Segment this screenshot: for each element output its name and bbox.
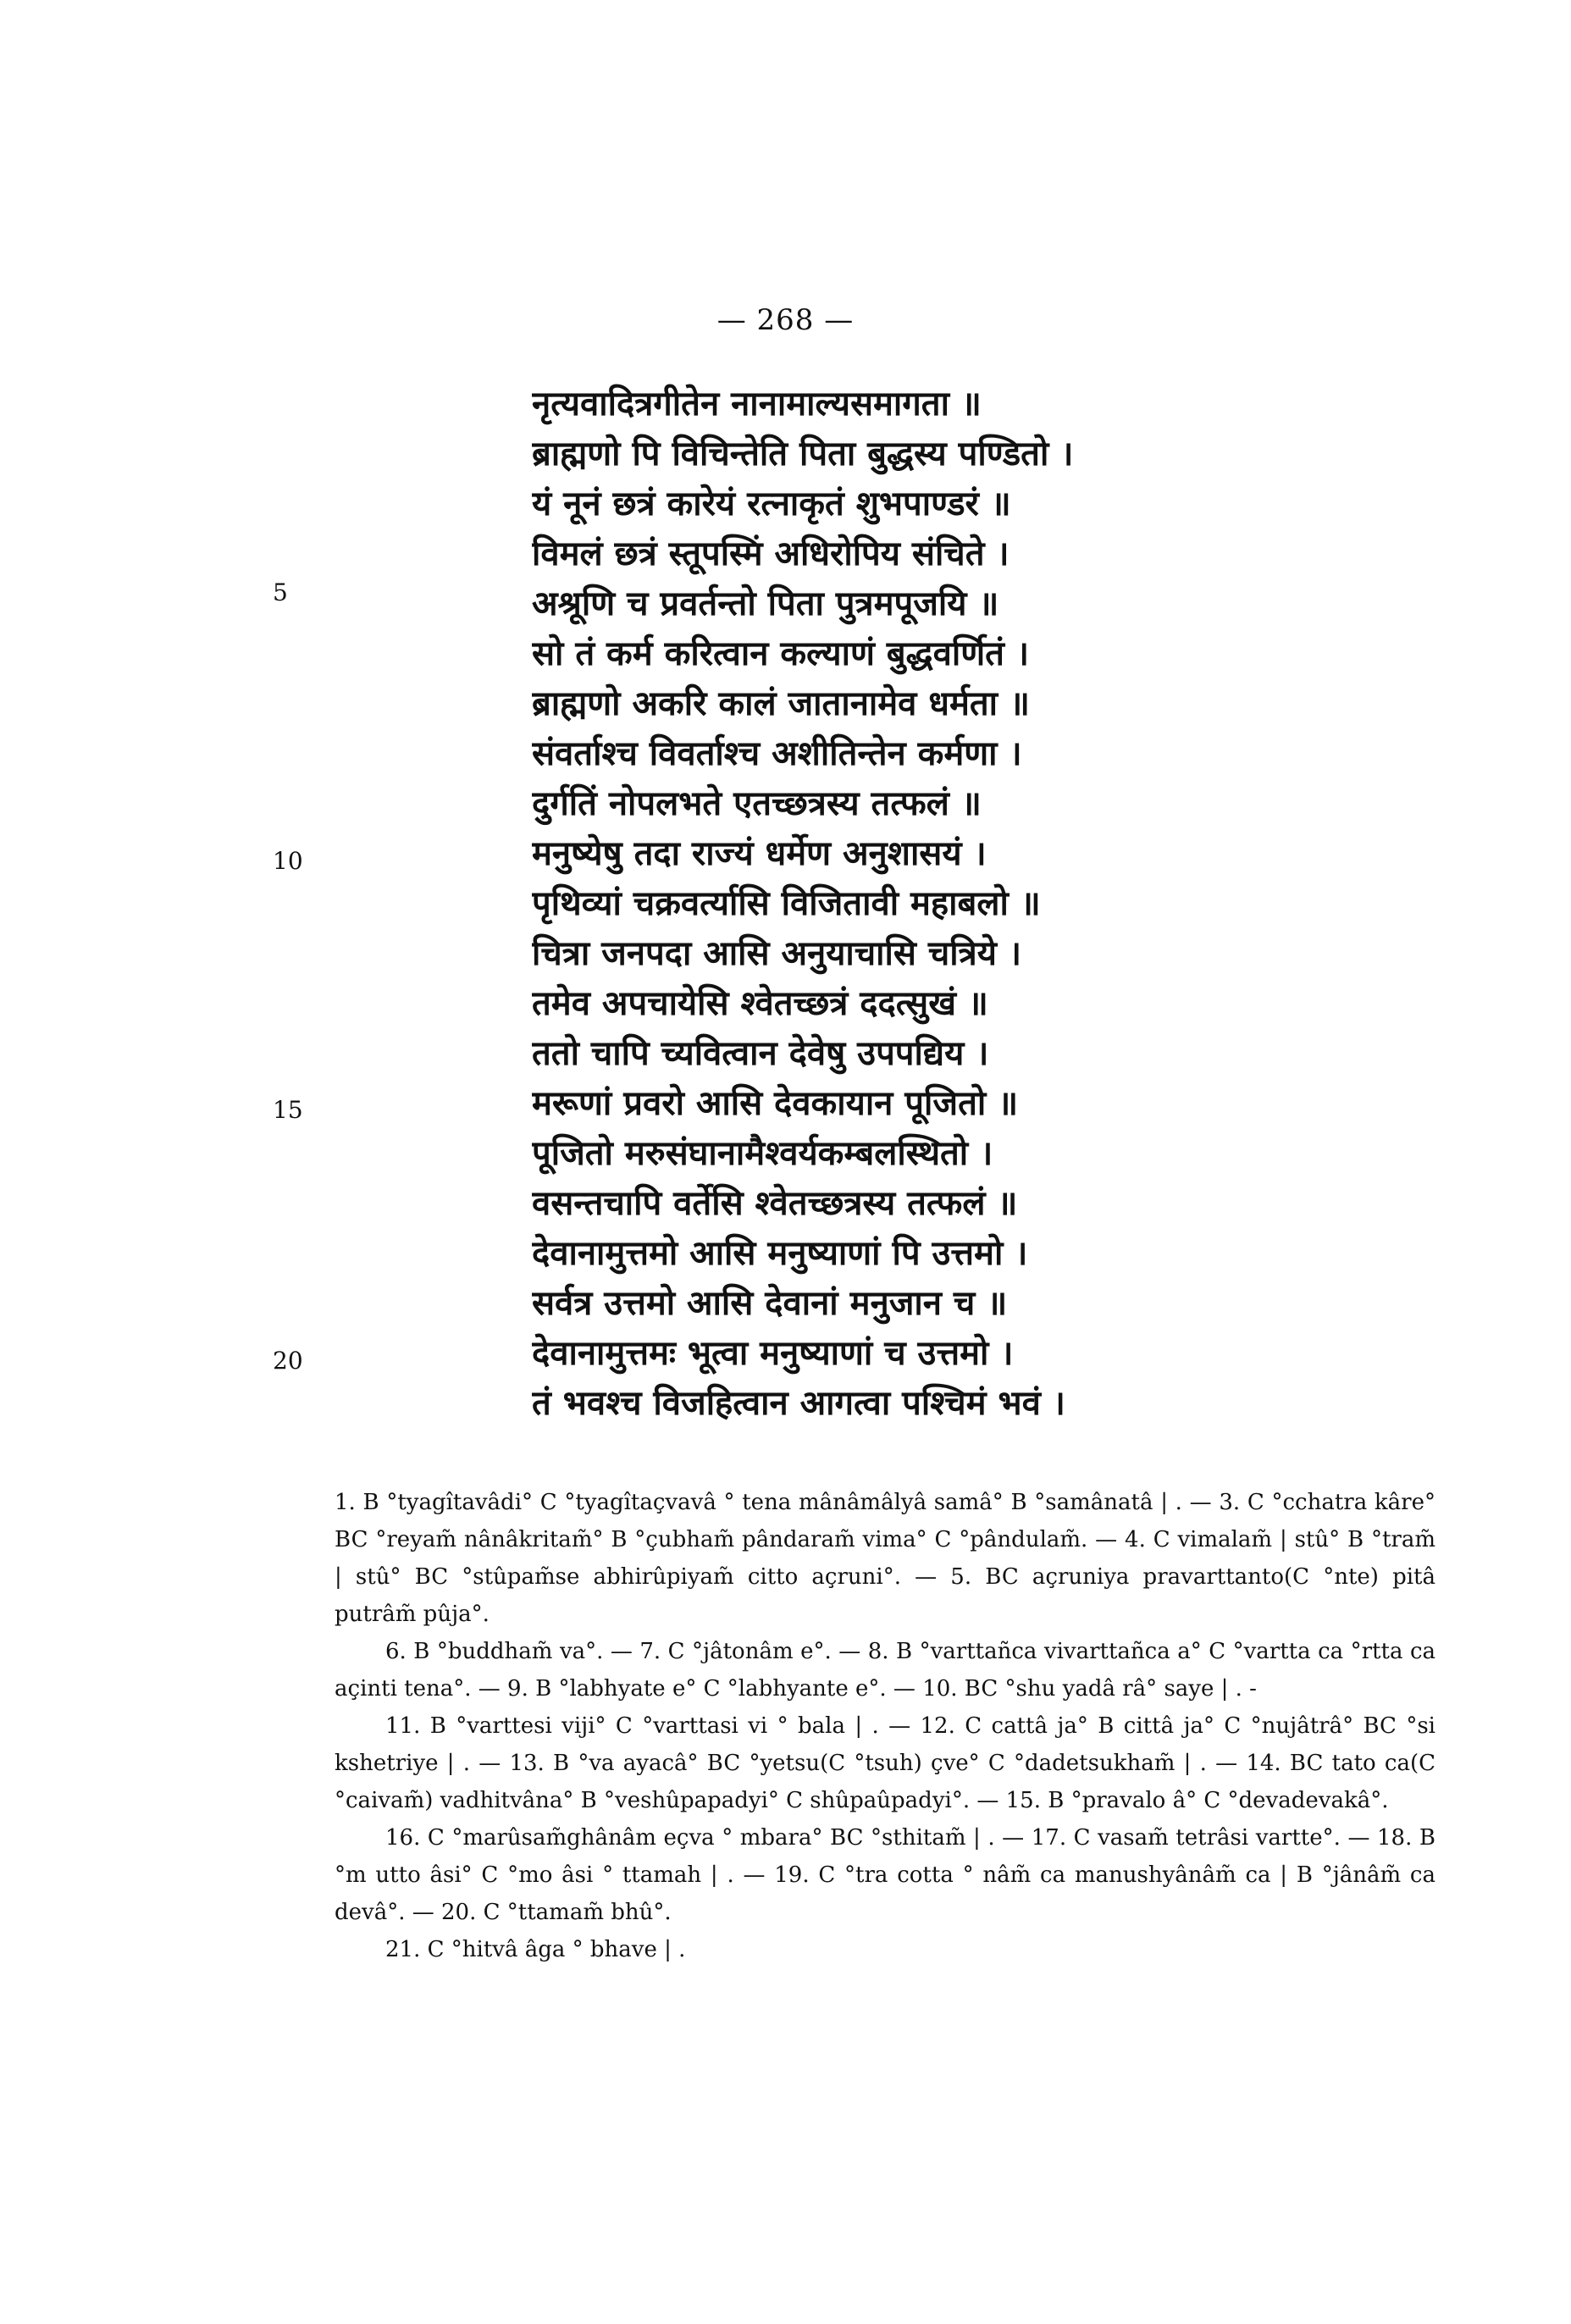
verse-line-15: मरूणां प्रवरो आसि देवकायान पूजितो ॥ (532, 1084, 1019, 1123)
verse-line-16: पूजितो मरुसंघानामैश्वर्यकम्बलस्थितो । (532, 1134, 993, 1173)
footnote-paragraph-3: 11. B °varttesi viji° C °varttasi vi ° bala | . — 12. C cattâ ja° B cittâ ja° C °nujâtrâ° BC °si kshetriye | . — 13. B °va ayacâ° BC °yetsu(C °tsuh) çve° C °dadetsukham̃ | . — 14. BC tato ca(C °caivam̃) vadhitvâna° B °veshûpapadyi° C shûpaûpadyi°. — 15. B °pravalo â° C °devadevakâ°. (335, 1713, 1435, 1813)
verse-line-5: अश्रूणि च प्रवर्तन्तो पिता पुत्रमपूजयि ॥ (532, 584, 999, 623)
footnote-paragraph-2: 6. B °buddham̃ va°. — 7. C °jâtonâm e°. — 8. B °varttañca vivarttañca a° C °vartta ca °rtta ca açinti tena°. — 9. B °labhyate e° C °labhyante e°. — 10. BC °shu yadâ râ° saye | . - (335, 1639, 1435, 1702)
verse-line-17: वसन्तचापि वर्तेसि श्वेतच्छत्रस्य तत्फलं ॥ (532, 1184, 1018, 1223)
footnote-paragraph-1: 1. B °tyagîtavâdi° C °tyagîtaçvavâ ° tena mânâmâlyâ samâ° B °samânatâ | . — 3. C °cchatra kâre° BC °reyam̃ nânâkritam̃° B °çubham̃ pândaram̃ vima° C °pândulam̃. — 4. C vimalam̃ | stû° B °tram̃ | stû° BC °stûpam̃se abhirûpiyam̃ citto açruni°. — 5. BC açruniya pravarttanto(C °nte) pitâ putrâm̃ pûja°. (335, 1490, 1435, 1627)
footnotes (335, 1484, 1435, 1968)
verse-line-10: मनुष्येषु तदा राज्यं धर्मेण अनुशासयं । (532, 834, 987, 873)
verse-line-1: नृत्यवादित्रगीतेन नानामाल्यसमागता ॥ (532, 385, 982, 423)
verse-line-18: देवानामुत्तमो आसि मनुष्याणां पि उत्तमो । (532, 1234, 1028, 1273)
verse-block (532, 379, 1175, 1429)
line-number-5: 5 (273, 578, 288, 606)
verse-line-13: तमेव अपचायेसि श्वेतच्छत्रं ददत्सुखं ॥ (532, 984, 988, 1023)
verse-line-2: ब्राह्मणो पि विचिन्तेति पिता बुद्धस्य पण्डितो । (532, 434, 1074, 473)
footnote-paragraph-5: 21. C °hitvâ âga ° bhave | . (385, 1937, 686, 1962)
verse-line-11: पृथिव्यां चक्रवर्त्यासि विजितावी महाबलो ॥ (532, 884, 1041, 923)
page-number: — 268 — (716, 303, 855, 337)
verse-line-9: दुर्गतिं नोपलभते एतच्छत्रस्य तत्फलं ॥ (532, 784, 982, 823)
verse-line-19: सर्वत्र उत्तमो आसि देवानां मनुजान च ॥ (532, 1284, 1008, 1323)
verse-line-21: तं भवश्च विजहित्वान आगत्वा पश्चिमं भवं । (532, 1384, 1065, 1423)
verse-line-12: चित्रा जनपदा आसि अनुयाचासि चत्रिये । (532, 934, 1021, 973)
line-number-15: 15 (273, 1096, 303, 1124)
line-number-20: 20 (273, 1347, 303, 1375)
verse-line-4: विमलं छत्रं स्तूपस्मिं अधिरोपिय संचिते । (532, 534, 1010, 573)
verse-line-20: देवानामुत्तमः भूत्वा मनुष्याणां च उत्तमो । (532, 1334, 1014, 1373)
footnote-paragraph-4: 16. C °marûsam̃ghânâm eçva ° mbara° BC °sthitam̃ | . — 17. C vasam̃ tetrâsi vartte°. — 18. B °m utto âsi° C °mo âsi ° ttamah | . — 19. C °tra cotta ° nâm̃ ca manushyânâm̃ ca | B °jânâm̃ ca devâ°. — 20. C °ttamam̃ bhû°. (335, 1825, 1435, 1925)
verse-line-8: संवर्ताश्च विवर्ताश्च अशीतिन्तेन कर्मणा । (532, 734, 1022, 773)
verse-line-7: ब्राह्मणो अकरि कालं जातानामेव धर्मता ॥ (532, 684, 1030, 723)
line-number-10: 10 (273, 847, 303, 875)
verse-line-6: सो तं कर्म करित्वान कल्याणं बुद्धवर्णितं । (532, 634, 1029, 673)
verse-line-3: यं नूनं छत्रं कारेयं रत्नाकृतं शुभपाण्डरं ॥ (532, 484, 1011, 523)
verse-line-14: ततो चापि च्यवित्वान देवेषु उपपद्यिय । (532, 1034, 989, 1073)
